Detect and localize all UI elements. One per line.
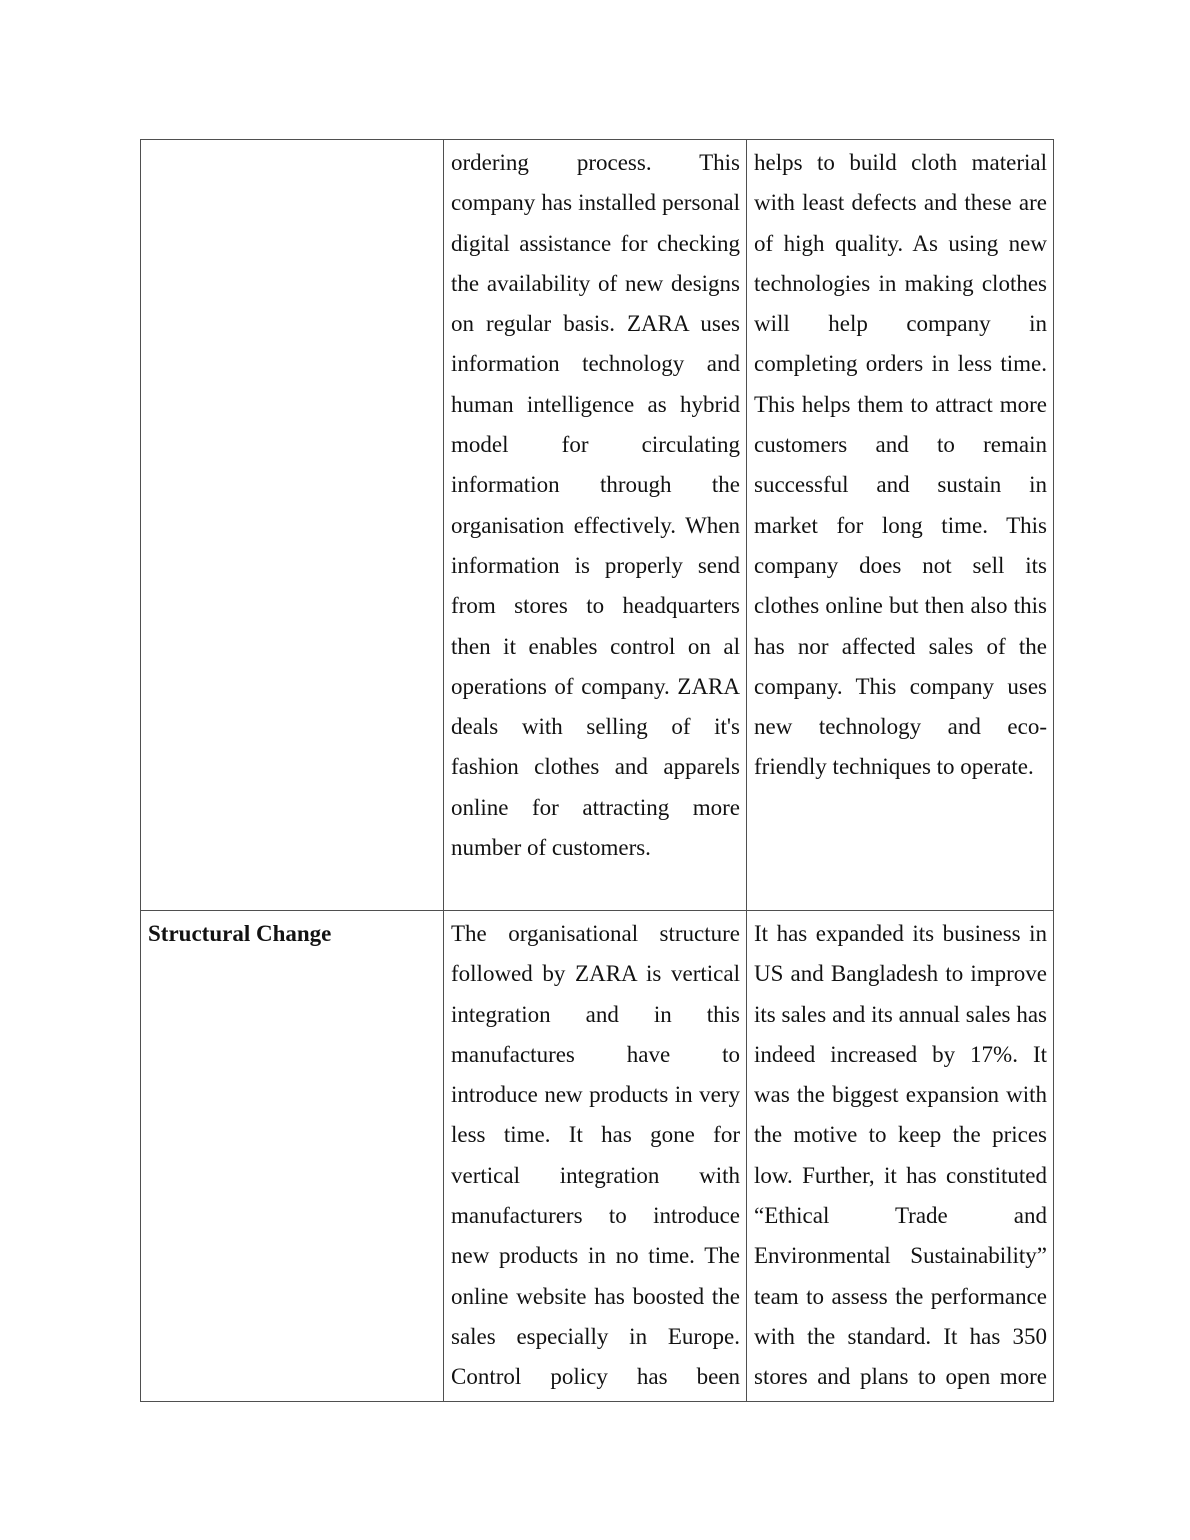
structural-change-impact-cell: It has expanded its business in US and Bangladesh to improve its sales and its annual sales has indeed increased by 17%. It was the biggest expansion with the motive to keep the prices low. Further, it has constituted “Ethical Trade and Environmental Sustainability” team to assess the performance with the standard. It has 350 stores and plans to open more xyxy=(747,911,1054,1402)
structural-change-heading: Structural Change xyxy=(141,911,444,1402)
structural-change-description-cell: The organisational structure followed by ZARA is vertical integration and in this manufactures have to introduce new products in very less time. It has gone for vertical integration with manufacturers to introduce new products in no time. The online website has boosted the sales especially in Europe. Control policy has been xyxy=(444,911,747,1402)
zara-strategy-text-cell: ordering process. This company has installed personal digital assistance for checking the availability of new designs on regular basis. ZARA uses information technology and human intelligence as hybrid model for circulating information through the organisation effectively. When information is properly send from stores to headquarters then it enables control on al operations of company. ZARA deals with selling of it's fashion clothes and apparels online for attracting more number of customers. xyxy=(444,140,747,911)
table-row-continued xyxy=(141,140,1054,911)
table-row-structural-change xyxy=(141,911,1054,1402)
empty-label-cell xyxy=(141,140,444,911)
document-table xyxy=(140,139,1054,1402)
zara-impact-text-cell: helps to build cloth material with least defects and these are of high quality. As using new technologies in making clothes will help company in completing orders in less time. This helps them to attract more customers and to remain successful and sustain in market for long time. This company does not sell its clothes online but then also this has nor affected sales of the company. This company uses new technology and eco-friendly techniques to operate. xyxy=(747,140,1054,911)
